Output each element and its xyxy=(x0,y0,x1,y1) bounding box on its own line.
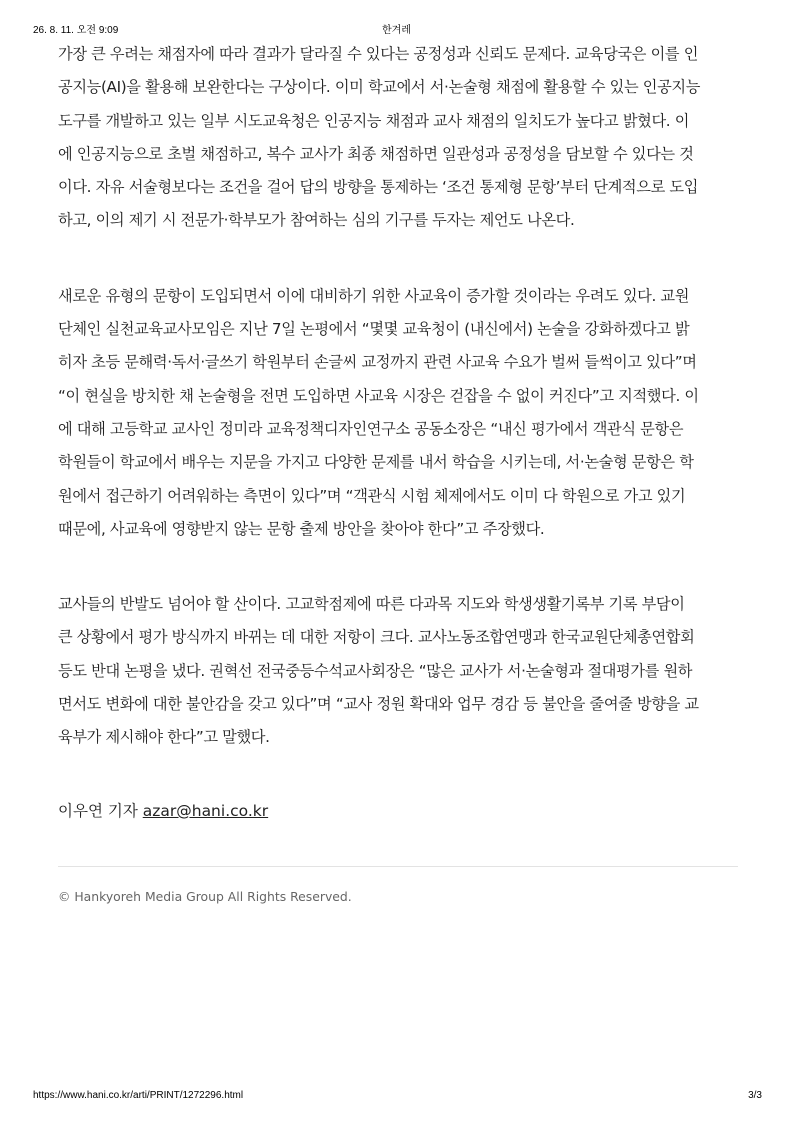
byline xyxy=(58,795,268,828)
paragraph-line: 면서도 변화에 대한 불안감을 갖고 있다”며 “교사 정원 확대와 업무 경감 등 불안을 줄여줄 방향을 교 xyxy=(58,695,699,714)
paragraph-line: 학원들이 학교에서 배우는 지문을 가지고 다양한 문제를 내서 학습을 시키는데, 서·논술형 문항은 학 xyxy=(58,453,694,472)
paragraph-line: 교사들의 반발도 넘어야 할 산이다. 고교학점제에 따른 다과목 지도와 학생생활기록부 기록 부담이 xyxy=(58,595,685,614)
paragraph-line: 도구를 개발하고 있는 일부 시도교육청은 인공지능 채점과 교사 채점의 일치도가 높다고 밝혔다. 이 xyxy=(58,111,690,130)
paragraph-line: 이다. 자유 서술형보다는 조건을 걸어 답의 방향을 통제하는 ‘조건 통제형 문항’부터 단계적으로 도입 xyxy=(58,178,699,197)
article-paragraph-2 xyxy=(58,280,738,546)
print-page-title: 한겨레 xyxy=(382,25,411,36)
paragraph-line: 등도 반대 논평을 냈다. 권혁선 전국중등수석교사회장은 “많은 교사가 서·논술형과 절대평가를 원하 xyxy=(58,661,693,680)
paragraph-line: 큰 상황에서 평가 방식까지 바뀌는 데 대한 저항이 크다. 교사노동조합연맹과 한국교원단체총연합회 xyxy=(58,628,695,647)
paragraph-line: 하고, 이의 제기 시 전문가·학부모가 참여하는 심의 기구를 두자는 제언도 나온다. xyxy=(58,211,575,230)
print-page-number: 3/3 xyxy=(748,1090,762,1101)
article-body xyxy=(58,38,738,755)
print-footer xyxy=(0,1090,793,1104)
author-email-link[interactable]: azar@hani.co.kr xyxy=(142,802,269,820)
paragraph-line: 단체인 실천교육교사모임은 지난 7일 논평에서 “몇몇 교육청이 (내신에서) 논술을 강화하겠다고 밝 xyxy=(58,320,690,339)
paragraph-line: 에 인공지능으로 초벌 채점하고, 복수 교사가 최종 채점하면 일관성과 공정성을 담보할 수 있다는 것 xyxy=(58,144,694,163)
paragraph-line: 공지능(AI)을 활용해 보완한다는 구상이다. 이미 학교에서 서·논술형 채점에 활용할 수 있는 인공지능 xyxy=(58,78,701,97)
paragraph-line: 히자 초등 문해력·독서·글쓰기 학원부터 손글씨 교정까지 관련 사교육 수요가 벌써 들썩이고 있다”며 xyxy=(58,353,697,372)
paragraph-line: 원에서 접근하기 어려워하는 측면이 있다”며 “객관식 시험 체제에서도 이미 다 학원으로 가고 있기 xyxy=(58,486,686,505)
footer-divider xyxy=(58,866,738,867)
paragraph-line: “이 현실을 방치한 채 논술형을 전면 도입하면 사교육 시장은 걷잡을 수 없이 커진다”고 지적했다. 이 xyxy=(58,386,699,405)
print-header xyxy=(0,21,793,37)
paragraph-line: 때문에, 사교육에 영향받지 않는 문항 출제 방안을 찾아야 한다”고 주장했다. xyxy=(58,519,545,538)
print-date: 26. 8. 11. 오전 9:09 xyxy=(33,25,119,36)
paragraph-line: 가장 큰 우려는 채점자에 따라 결과가 달라질 수 있다는 공정성과 신뢰도 문제다. 교육당국은 이를 인 xyxy=(58,45,699,63)
paragraph-line: 새로운 유형의 문항이 도입되면서 이에 대비하기 위한 사교육이 증가할 것이라는 우려도 있다. 교원 xyxy=(58,286,690,305)
article-paragraph-1 xyxy=(58,38,738,238)
byline-author: 이우연 기자 xyxy=(58,802,138,820)
article-paragraph-3 xyxy=(58,588,738,754)
paragraph-line: 에 대해 고등학교 교사인 정미라 교육정책디자인연구소 공동소장은 “내신 평가에서 객관식 문항은 xyxy=(58,419,684,438)
print-url: https://www.hani.co.kr/arti/PRINT/1272296.html xyxy=(33,1090,244,1101)
paragraph-line: 육부가 제시해야 한다”고 말했다. xyxy=(58,728,270,747)
copyright-notice: © Hankyoreh Media Group All Rights Reserved. xyxy=(58,889,352,904)
